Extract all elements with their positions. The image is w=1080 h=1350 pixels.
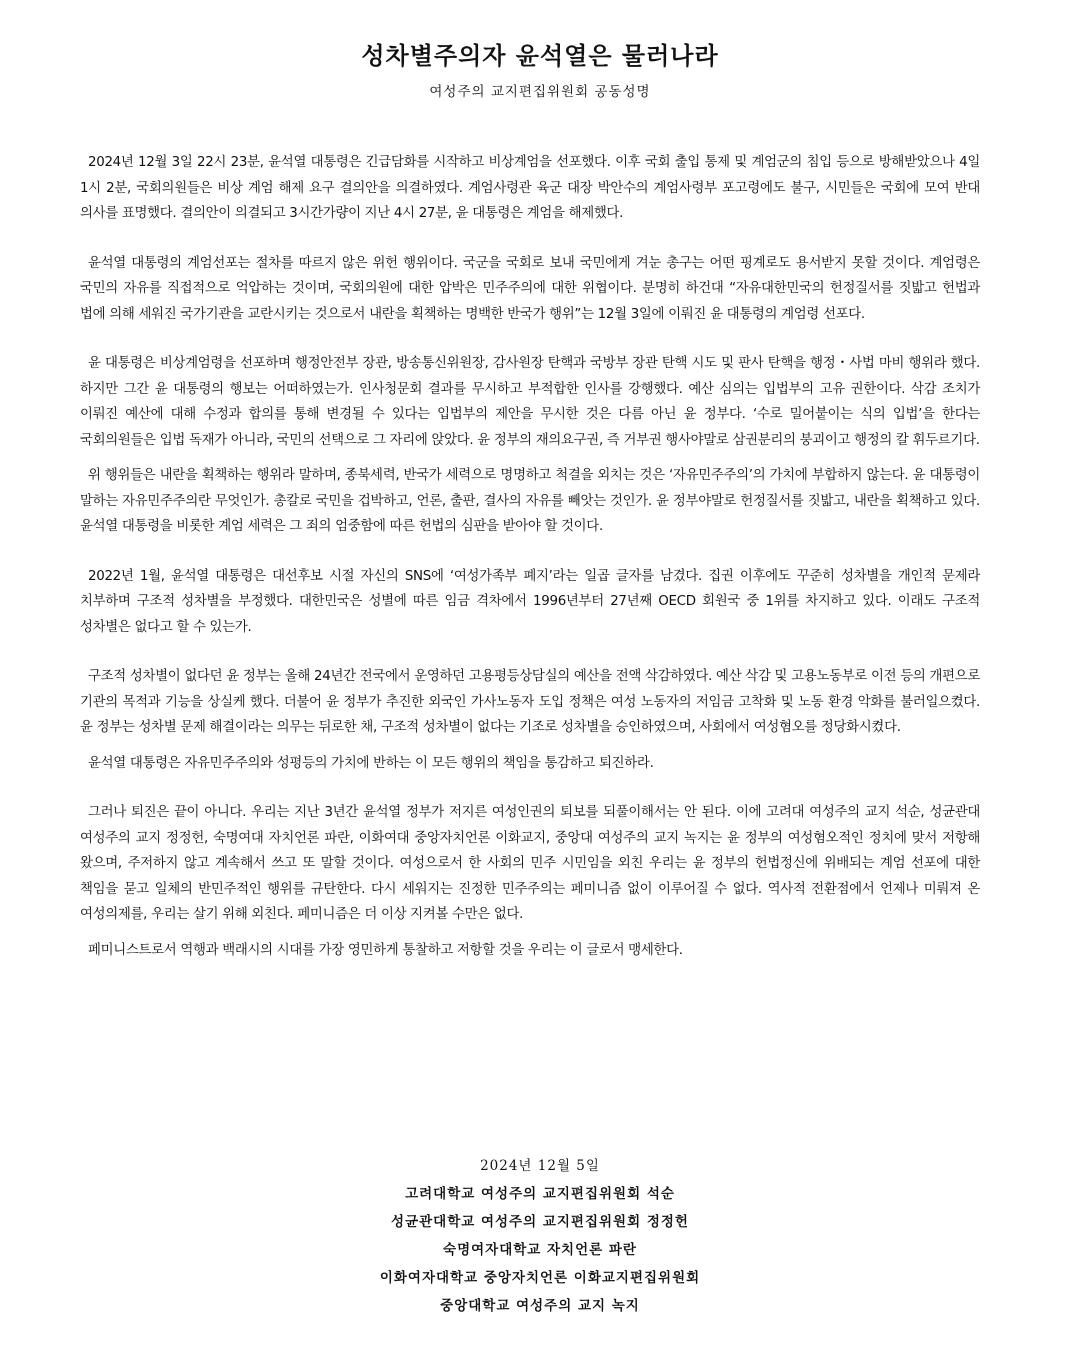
signatory-sookmyung: 숙명여자대학교 자치언론 파란: [443, 1242, 637, 1258]
signature-block: [0, 1152, 1080, 1320]
signatory-ewha: 이화여자대학교 중앙자치언론 이화교지편집위원회: [379, 1270, 701, 1286]
document-title: 성차별주의자 윤석열은 물러나라: [361, 41, 719, 70]
paragraph-liberal-democracy: 위 행위들은 내란을 획책하는 행위라 말하며, 종북세력, 반국가 세력으로 명명하고 척결을 외치는 것은 ‘자유민주주의’의 가치에 부합하지 않는다. 윤 대통령이 말하는 자유민주주의란 무엇인가. 총칼로 국민을 겁박하고, 언론, 출판, 결사의 자유를 빼앗는 것인가. 윤 정부야말로 헌정질서를 짓밟고, 내란을 획책하고 있다. 윤석열 대통령을 비롯한 계엄 세력은 그 죄의 엄중함에 따른 헌법의 심판을 받아야 할 것이다.: [80, 468, 980, 534]
paragraph-structural-discrimination: 2022년 1월, 윤석열 대통령은 대선후보 시절 자신의 SNS에 ‘여성가족부 폐지’라는 일곱 글자를 남겼다. 집권 이후에도 꾸준히 성차별을 개인적 문제라 치부하며 구조적 성차별을 부정했다. 대한민국은 성별에 따른 임금 격차에서 1996년부터 27년째 OECD 회원국 중 1위를 차지하고 있다. 이래도 구조적 성차별은 없다고 할 수 있는가.: [80, 568, 980, 635]
paragraph-feminist-resistance: 그러나 퇴진은 끝이 아니다. 우리는 지난 3년간 윤석열 정부가 저지른 여성인권의 퇴보를 되풀이해서는 안 된다. 이에 고려대 여성주의 교지 석순, 성균관대 여성주의 교지 정정헌, 숙명여대 자치언론 파란, 이화여대 중앙자치언론 이화교지, 중앙대 여성주의 교지 녹지는 윤 정부의 여성혐오적인 정치에 맞서 저항해 왔으며, 주저하지 않고 계속해서 쓰고 또 말할 것이다. 여성으로서 한 사회의 민주 시민임을 외친 우리는 윤 정부의 헌법정신에 위배되는 계엄 선포에 대한 책임을 묻고 일체의 반민주적인 행위를 규탄한다. 다시 세워지는 진정한 민주주의는 페미니즘 없이 이루어질 수 없다. 역사적 전환점에서 언제나 미뤄져 온 여성의제를, 우리는 살기 위해 외친다. 페미니즘은 더 이상 지켜볼 수만은 없다.: [80, 805, 980, 922]
statement-body: [80, 150, 980, 963]
signatory-skku: 성균관대학교 여성주의 교지편집위원회 정정헌: [391, 1214, 689, 1230]
paragraph-budget-cuts: 구조적 성차별이 없다던 윤 정부는 올해 24년간 전국에서 운영하던 고용평등상담실의 예산을 전액 삭감하였다. 예산 삭감 및 고용노동부로 이전 등의 개편으로 기관의 목적과 기능을 상실케 했다. 더불어 윤 정부가 추진한 외국인 가사노동자 도입 정책은 여성 노동자의 저임금 고착화 및 노동 환경 악화를 불러일으켰다. 윤 정부는 성차별 문제 해결이라는 의무는 뒤로한 채, 구조적 성차별이 없다는 기조로 성차별을 승인하였으며, 사회에서 여성혐오를 정당화시켰다.: [80, 669, 980, 735]
paragraph-administrative-paralysis: 윤 대통령은 비상계엄령을 선포하며 행정안전부 장관, 방송통신위원장, 감사원장 탄핵과 국방부 장관 탄핵 시도 및 판사 탄핵을 행정・사법 마비 행위라 했다. 하지만 그간 윤 대통령의 행보는 어떠하였는가. 인사청문회 결과를 무시하고 부적합한 인사를 강행했다. 예산 심의는 입법부의 고유 권한이다. 삭감 조치가 이뤄진 예산에 대해 수정과 합의를 통해 변경될 수 있다는 입법부의 제안을 무시한 것은 다름 아닌 윤 정부다. ‘수로 밀어붙이는 식의 입법’을 한다는 국회의원들은 입법 독재가 아니라, 국민의 선택으로 그 자리에 앉았다. 윤 정부의 재의요구권, 즉 거부권 행사야말로 삼권분리의 붕괴이고 행정의 칼 휘두르기다.: [80, 356, 980, 448]
paragraph-pledge: 페미니스트로서 역행과 백래시의 시대를 가장 영민하게 통찰하고 저항할 것을 우리는 이 글로서 맹세한다.: [88, 942, 683, 958]
paragraph-martial-law-timeline: 2024년 12월 3일 22시 23분, 윤석열 대통령은 긴급담화를 시작하고 비상계엄을 선포했다. 이후 국회 출입 통제 및 계엄군의 침입 등으로 방해받았으나 4일 1시 2분, 국회의원들은 비상 계엄 해제 요구 결의안을 의결하였다. 계엄사령관 육군 대장 박안수의 계엄사령부 포고령에도 불구, 시민들은 국회에 모여 반대 의사를 표명했다. 결의안이 의결되고 3시간가량이 지난 4시 27분, 윤 대통령은 계엄을 해제했다.: [80, 155, 980, 221]
signatory-korea-univ: 고려대학교 여성주의 교지편집위원회 석순: [405, 1186, 675, 1202]
signatory-chungang: 중앙대학교 여성주의 교지 녹지: [440, 1298, 640, 1314]
statement-date: 2024년 12월 5일: [480, 1158, 600, 1174]
paragraph-unconstitutional-act: 윤석열 대통령의 계엄선포는 절차를 따르지 않은 위헌 행위이다. 국군을 국회로 보내 국민에게 겨눈 총구는 어떤 핑계로도 용서받지 못할 것이다. 계엄령은 국민의 자유를 직접적으로 억압하는 것이며, 국회의원에 대한 압박은 민주주의에 대한 위협이다. 분명히 하건대 “자유대한민국의 헌정질서를 짓밟고 헌법과 법에 의해 세워진 국가기관을 교란시키는 것으로서 내란을 획책하는 명백한 반국가 행위”는 12월 3일에 이뤄진 윤 대통령의 계엄령 선포다.: [80, 255, 980, 322]
paragraph-resign-demand: 윤석열 대통령은 자유민주주의와 성평등의 가치에 반하는 이 모든 행위의 책임을 통감하고 퇴진하라.: [88, 755, 654, 771]
document-subtitle: 여성주의 교지편집위원회 공동성명: [429, 84, 651, 100]
